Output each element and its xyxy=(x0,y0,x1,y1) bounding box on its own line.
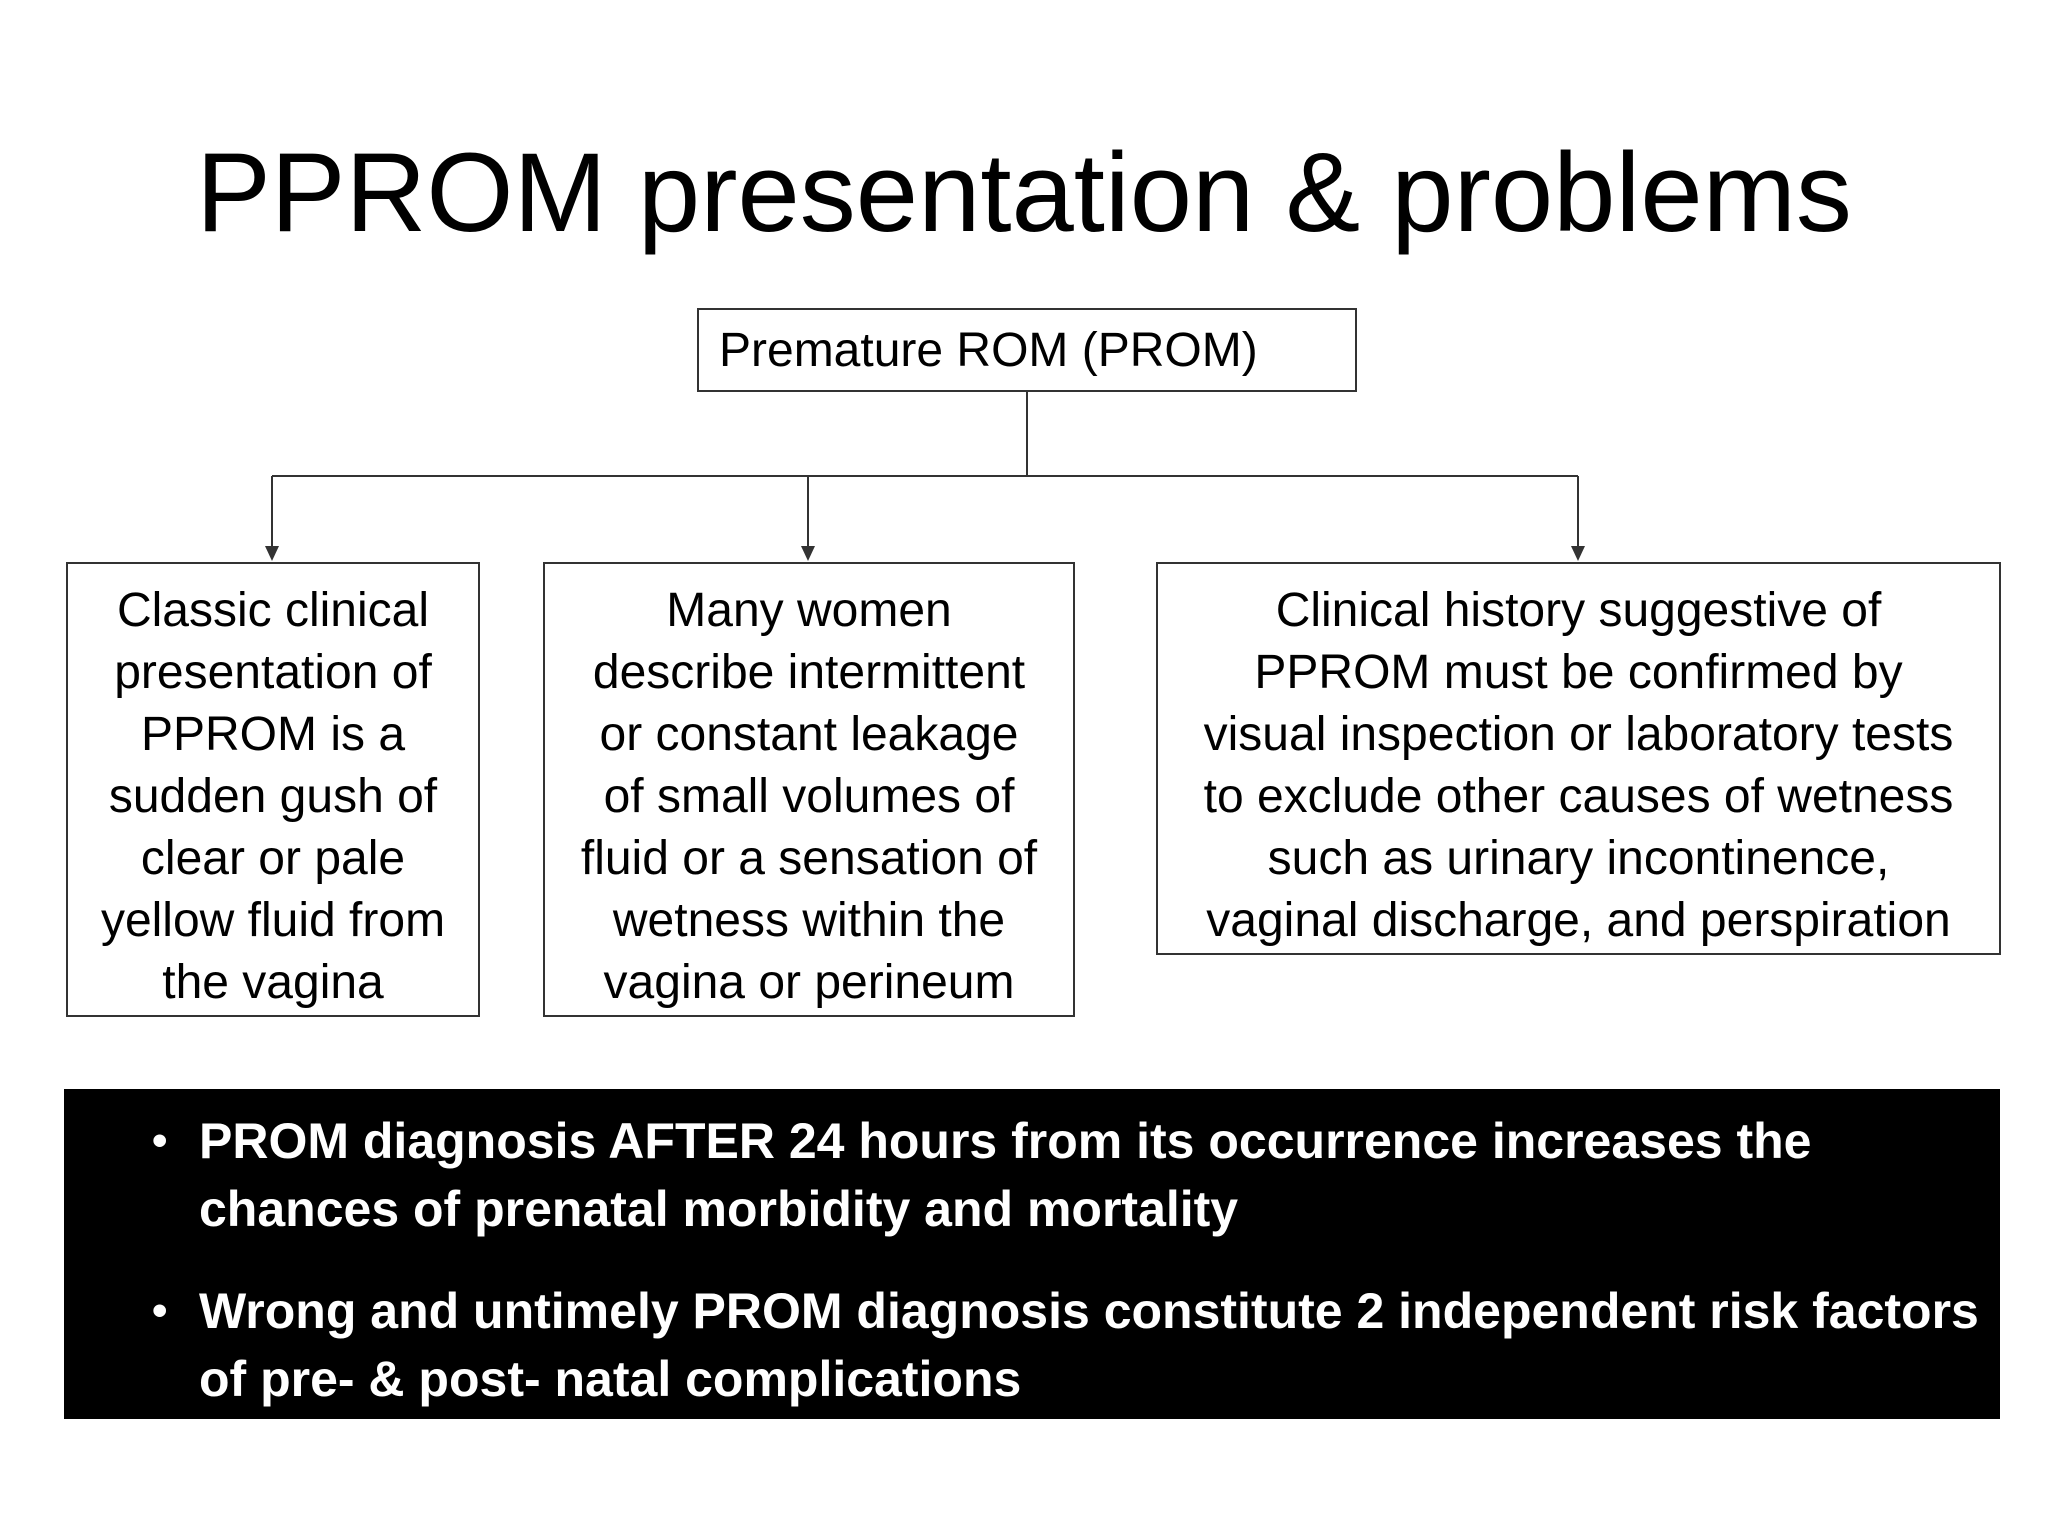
arrowhead-3 xyxy=(1571,546,1585,561)
summary-bullet-item xyxy=(84,1277,1980,1413)
bullet-dot-icon: • xyxy=(152,1116,168,1165)
child-node-box-intermittent-leakage: Many women describe intermittent or constant leakage of small volumes of fluid or a sensation of wetness within the vagina or perineum xyxy=(543,562,1075,1017)
bullet-dot-icon: • xyxy=(152,1286,168,1335)
summary-bullet-text: Wrong and untimely PROM diagnosis constitute 2 independent risk factors of pre- & post- natal complications xyxy=(199,1283,1979,1407)
arrowhead-1 xyxy=(265,546,279,561)
slide-title: PPROM presentation & problems xyxy=(196,130,1852,255)
summary-panel xyxy=(64,1089,2000,1419)
summary-bullet-item xyxy=(84,1107,1980,1243)
summary-bullet-text: PROM diagnosis AFTER 24 hours from its occurrence increases the chances of prenatal morbidity and mortality xyxy=(199,1113,1812,1237)
root-node-box: Premature ROM (PROM) xyxy=(697,308,1357,392)
child-node-box-confirmation: Clinical history suggestive of PPROM must be confirmed by visual inspection or laboratory tests to exclude other causes of wetness such as urinary incontinence, vaginal discharge, and perspiration xyxy=(1156,562,2001,955)
child-node-box-classic-presentation: Classic clinical presentation of PPROM is a sudden gush of clear or pale yellow fluid from the vagina xyxy=(66,562,480,1017)
arrowhead-2 xyxy=(801,546,815,561)
